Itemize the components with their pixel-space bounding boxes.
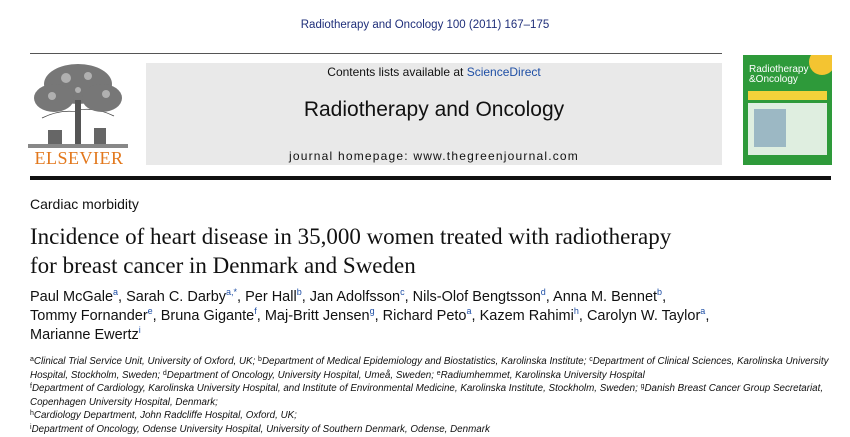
author-affiliation-marker[interactable]: b — [657, 287, 663, 297]
cover-strip — [748, 91, 827, 100]
author-name[interactable]: Nils-Olof Bengtsson — [412, 289, 541, 305]
affiliation-label: g — [640, 383, 645, 391]
author-separator: , — [152, 308, 161, 324]
author-affiliation-marker[interactable]: h — [573, 306, 579, 316]
author-affiliation-marker[interactable]: b — [296, 287, 302, 297]
affiliation-list — [30, 355, 830, 437]
author-name[interactable]: Marianne Ewertz — [30, 327, 139, 343]
publisher-wordmark[interactable]: ELSEVIER — [34, 148, 124, 168]
cover-photo — [748, 103, 827, 155]
affiliation-text: Clinical Trial Service Unit, University of Oxford, UK; — [33, 356, 259, 367]
affiliation-text: Radiumhemmet, Karolinska University Hospital — [440, 369, 645, 381]
author-name[interactable]: Tommy Fornander — [30, 308, 148, 324]
author-affiliation-marker[interactable]: i — [138, 325, 141, 335]
author-name[interactable]: Carolyn W. Taylor — [586, 308, 701, 324]
author-affiliation-marker[interactable]: d — [540, 287, 546, 297]
author-separator: , — [404, 289, 413, 305]
affiliation-label: f — [30, 383, 32, 391]
author-separator: , — [471, 308, 480, 324]
elsevier-tree-icon — [28, 60, 128, 148]
author-separator: , — [301, 289, 310, 305]
author-name[interactable]: Per Hall — [245, 289, 297, 305]
cover-title: Radiotherapy &Oncology — [749, 64, 809, 85]
author-affiliation-marker[interactable]: e — [147, 306, 153, 316]
affiliation-text: Danish Breast Cancer Group Secretariat, Copenhagen University Hospital, Denmark; — [30, 383, 824, 408]
author-separator: , — [662, 289, 667, 305]
author-name[interactable]: Bruna Gigante — [160, 308, 255, 324]
title-line-2: for breast cancer in Denmark and Sweden — [30, 253, 416, 278]
article-section: Cardiac morbidity — [30, 196, 139, 212]
header-thick-rule — [30, 176, 831, 180]
author-name[interactable]: Kazem Rahimi — [479, 308, 574, 324]
affiliation-label: e — [436, 369, 441, 377]
journal-homepage[interactable]: journal homepage: www.thegreenjournal.com — [288, 149, 579, 163]
journal-citation: Radiotherapy and Oncology 100 (2011) 167–175 — [300, 19, 550, 31]
author-affiliation-marker[interactable]: a — [113, 287, 119, 297]
author-separator: , — [256, 308, 265, 324]
author-list — [30, 288, 835, 345]
author-separator: , — [578, 308, 587, 324]
affiliation-label: c — [589, 356, 593, 363]
author-name[interactable]: Jan Adolfsson — [309, 289, 401, 305]
cover-badge — [809, 55, 832, 75]
affiliation-label: h — [30, 410, 34, 418]
author-affiliation-marker[interactable]: c — [400, 287, 405, 297]
title-line-1: Incidence of heart disease in 35,000 women treated with radiotherapy — [30, 224, 672, 249]
author-affiliation-marker[interactable]: g — [369, 306, 375, 316]
author-separator: , — [705, 308, 710, 324]
journal-name: Radiotherapy and Oncology — [303, 98, 565, 121]
affiliation-text: Department of Cardiology, Karolinska University Hospital, and Institute of Environmental Medicine, Karolinska Institute, Stockholm, Sweden; — [31, 383, 641, 395]
author-name[interactable]: Maj-Britt Jensen — [264, 308, 370, 324]
affiliation-text: Department of Clinical Sciences, Karolinska University Hospital, Stockholm, Sweden; — [30, 356, 829, 381]
author-separator: , — [237, 289, 246, 305]
author-name[interactable]: Anna M. Bennet — [553, 289, 658, 305]
author-affiliation-marker[interactable]: a — [466, 306, 472, 316]
top-rule — [30, 53, 722, 54]
affiliation-text: Department of Medical Epidemiology and Biostatistics, Karolinska Institute; — [261, 356, 590, 367]
cover-photo-figure — [754, 109, 786, 147]
affiliation-text: Department of Oncology, University Hospital, Umeå, Sweden; — [166, 369, 437, 381]
author-separator: , — [374, 308, 383, 324]
sciencedirect-link[interactable]: ScienceDirect — [466, 65, 541, 79]
journal-banner — [146, 63, 722, 165]
author-affiliation-marker[interactable]: a,* — [226, 287, 238, 297]
affiliation-label: i — [30, 423, 32, 431]
affiliation-label: d — [162, 369, 167, 377]
contents-prefix: Contents lists available at — [327, 65, 467, 79]
journal-cover-thumbnail[interactable] — [743, 55, 832, 165]
author-name[interactable]: Sarah C. Darby — [126, 289, 227, 305]
affiliation-label: a — [30, 356, 34, 363]
author-name[interactable]: Paul McGale — [30, 289, 114, 305]
contents-line — [146, 65, 722, 79]
affiliation-text: Department of Oncology, Odense University Hospital, University of Southern Denmark, Odense, Denmark — [31, 423, 490, 435]
article-title — [30, 222, 830, 280]
author-separator: , — [545, 289, 554, 305]
affiliation-label: b — [258, 356, 262, 363]
author-affiliation-marker[interactable]: f — [254, 306, 257, 316]
author-separator: , — [118, 289, 127, 305]
author-affiliation-marker[interactable]: a — [700, 306, 706, 316]
affiliation-text: Cardiology Department, John Radcliffe Hospital, Oxford, UK; — [33, 410, 297, 422]
author-name[interactable]: Richard Peto — [382, 308, 467, 324]
